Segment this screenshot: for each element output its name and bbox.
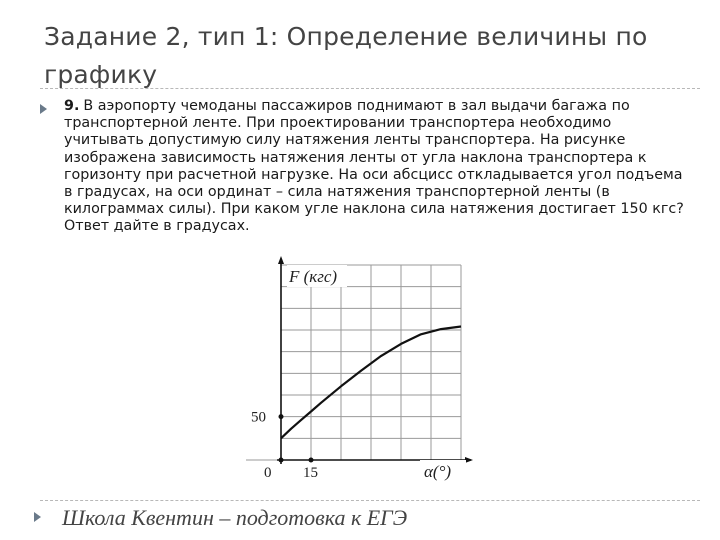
x-tick-label: 15 bbox=[303, 465, 318, 481]
origin-dot bbox=[279, 458, 284, 463]
x-axis-label: α(°) bbox=[424, 462, 452, 481]
problem-text: В аэропорту чемоданы пассажиров поднимают в зал выдачи багажа по транспортерной ленте. При проектировании транспортера необходимо учитывать допустимую силу натяжения ленты транспортера. На рисунке изображена зависимость натяжения ленты от угла наклона транспортера к горизонту при расчетной нагрузке. На оси абсцисс откладывается угол подъема в градусах, на оси ординат – сила натяжения транспортерной ленты (в килограммах силы). При каком угле наклона сила натяжения достигает 150 кгс? Ответ дайте в градусах. bbox=[64, 98, 684, 235]
footer-arrow-icon bbox=[34, 512, 41, 522]
problem-number: 9. bbox=[64, 98, 80, 114]
footer-divider bbox=[40, 500, 700, 501]
y-axis-arrow-icon bbox=[278, 256, 284, 264]
footer-text: Школа Квентин – подготовка к ЕГЭ bbox=[62, 505, 408, 530]
x-tick-dot bbox=[309, 458, 314, 463]
chart-grid bbox=[246, 265, 461, 460]
y-tick-dot bbox=[279, 414, 284, 419]
y-tick-label: 50 bbox=[251, 409, 266, 426]
y-axis-label: F (кгс) bbox=[289, 267, 338, 286]
slide-title: Задание 2, тип 1: Определение величины по графику bbox=[44, 22, 648, 89]
x-axis-arrow-icon bbox=[465, 457, 473, 463]
x-tick-label: 0 bbox=[264, 465, 272, 481]
